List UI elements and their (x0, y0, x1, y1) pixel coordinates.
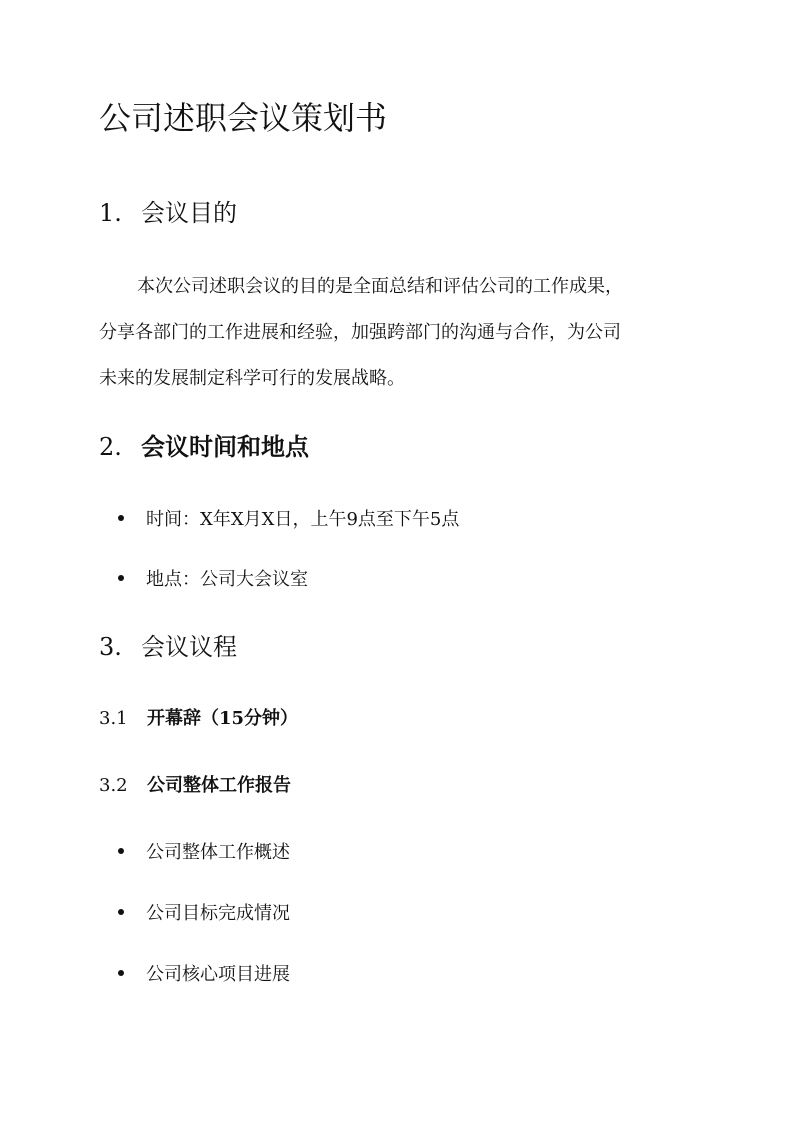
list-item (118, 507, 459, 533)
list-item-text: 公司核心项目进展 (146, 964, 290, 985)
section-1-number: 1. (99, 199, 122, 227)
paragraph-line: 分享各部门的工作进展和经验，加强跨部门的沟通与合作，为公司 (99, 322, 621, 343)
section-2-number: 2. (99, 433, 122, 461)
document-title: 公司述职会议策划书 (99, 99, 388, 137)
bullet-icon (118, 848, 124, 854)
subsection-3-2-number: 3.2 (99, 775, 128, 796)
paragraph-line: 未来的发展制定科学可行的发展战略。 (99, 368, 405, 389)
list-item (118, 901, 290, 927)
section-3-title: 会议议程 (141, 633, 237, 661)
list-item-text: 公司整体工作概述 (146, 842, 290, 863)
bullet-icon (118, 575, 124, 581)
section-1-title: 会议目的 (141, 199, 237, 227)
section-3-number: 3. (99, 633, 122, 661)
subsection-3-1-heading (99, 706, 298, 732)
paragraph-line: 本次公司述职会议的目的是全面总结和评估公司的工作成果， (137, 276, 623, 297)
section-2-heading (99, 430, 309, 464)
bullet-icon (118, 909, 124, 915)
subsection-3-2-title: 公司整体工作报告 (147, 775, 291, 796)
section-3-heading (99, 630, 237, 664)
subsection-3-1-number: 3.1 (99, 708, 128, 729)
section-1-paragraph (99, 264, 699, 402)
list-item-text: 地点：公司大会议室 (146, 569, 308, 590)
bullet-icon (118, 515, 124, 521)
list-item (118, 840, 290, 866)
bullet-icon (118, 970, 124, 976)
subsection-3-1-title: 开幕辞（15分钟） (147, 708, 299, 729)
list-item-text: 时间：X年X月X日，上午9点至下午5点 (146, 509, 460, 530)
section-2-title: 会议时间和地点 (141, 432, 309, 461)
list-item (118, 962, 290, 988)
section-1-heading (99, 196, 237, 230)
subsection-3-2-heading (99, 773, 291, 799)
list-item-text: 公司目标完成情况 (146, 903, 290, 924)
list-item (118, 567, 308, 593)
